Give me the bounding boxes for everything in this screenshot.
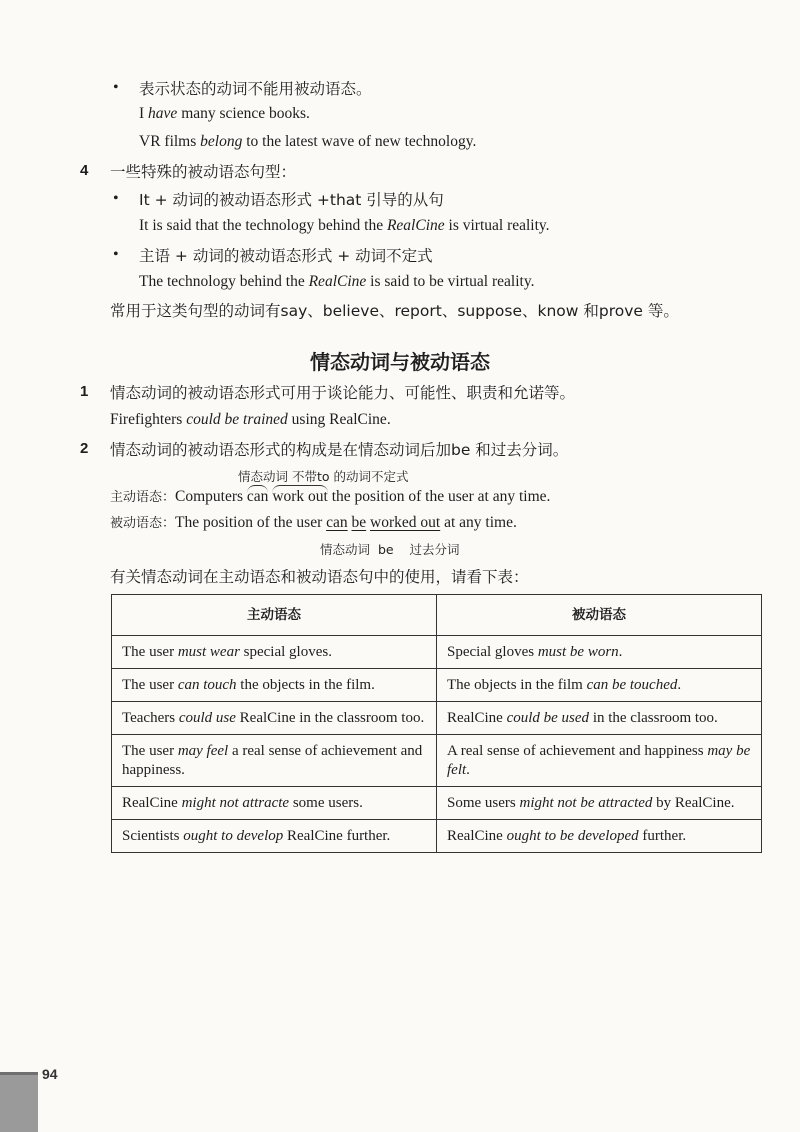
participle-underline: worked out	[370, 514, 441, 531]
bullet-dot: •	[113, 246, 119, 263]
table-row	[112, 820, 762, 853]
example-sentence: It is said that the technology behind the RealCine is virtual reality.	[139, 217, 550, 234]
annotation-above: 情态动词 不带to 的动词不定式	[238, 469, 409, 484]
item-heading: 情态动词的被动语态形式可用于谈论能力、可能性、职责和允诺等。	[110, 384, 576, 402]
table-row	[112, 787, 762, 820]
be-underline: be	[351, 514, 367, 531]
table-cell: Special gloves must be worn.	[437, 636, 762, 669]
example-sentence: I have many science books.	[139, 105, 310, 122]
table-row	[112, 702, 762, 735]
item-number: 2	[80, 440, 89, 457]
table-cell: The objects in the film can be touched.	[437, 669, 762, 702]
item-heading: 一些特殊的被动语态句型：	[110, 163, 297, 181]
passive-voice-example: 被动语态：The position of the user can be worked out at any time.	[110, 514, 517, 531]
table-cell: RealCine could be used in the classroom too.	[437, 702, 762, 735]
example-sentence: The technology behind the RealCine is said to be virtual reality.	[139, 273, 535, 290]
table-cell: A real sense of achievement and happiness may be felt.	[437, 735, 762, 787]
table-header-passive: 被动语态	[437, 595, 762, 636]
example-sentence: VR films belong to the latest wave of new technology.	[139, 133, 477, 150]
table-row	[112, 735, 762, 787]
annotation-below: 情态动词 be 过去分词	[320, 542, 460, 557]
section-title: 情态动词与被动语态	[310, 350, 490, 374]
modal-underline: can	[326, 514, 348, 531]
modal-bracket: can	[247, 485, 269, 507]
bullet-rule-stative: 表示状态的动词不能用被动语态。	[139, 80, 372, 98]
page-number: 94	[42, 1066, 58, 1082]
table-row	[112, 669, 762, 702]
item-number: 4	[80, 162, 89, 179]
bullet-dot: •	[113, 79, 119, 96]
table-header-active: 主动语态	[112, 595, 437, 636]
table-cell: Some users might not be attracted by RealCine.	[437, 787, 762, 820]
bullet-dot: •	[113, 190, 119, 207]
table-cell: The user may feel a real sense of achievement and happiness.	[112, 735, 437, 787]
active-voice-example: 主动语态：Computers can work out the position of the user at any time.	[110, 485, 550, 508]
table-intro: 有关情态动词在主动语态和被动语态句中的使用，请看下表：	[110, 568, 529, 586]
pattern-formula: 主语 + 动词的被动语态形式 + 动词不定式	[139, 247, 433, 265]
common-verbs-note: 常用于这类句型的动词有say、believe、report、suppose、know 和prove 等。	[110, 302, 679, 320]
item-number: 1	[80, 383, 89, 400]
page-corner-block	[0, 1075, 38, 1132]
pattern-formula: It + 动词的被动语态形式 +that 引导的从句	[139, 191, 444, 209]
example-sentence: Firefighters could be trained using RealCine.	[110, 411, 391, 428]
infinitive-bracket: work out	[272, 485, 328, 507]
table-row	[112, 636, 762, 669]
table-cell: Scientists ought to develop RealCine further.	[112, 820, 437, 853]
item-heading: 情态动词的被动语态形式的构成是在情态动词后加be 和过去分词。	[110, 441, 569, 459]
table-cell: The user must wear special gloves.	[112, 636, 437, 669]
voice-comparison-table	[111, 594, 762, 853]
table-cell: RealCine might not attracte some users.	[112, 787, 437, 820]
table-cell: RealCine ought to be developed further.	[437, 820, 762, 853]
table-cell: The user can touch the objects in the film.	[112, 669, 437, 702]
table-cell: Teachers could use RealCine in the classroom too.	[112, 702, 437, 735]
